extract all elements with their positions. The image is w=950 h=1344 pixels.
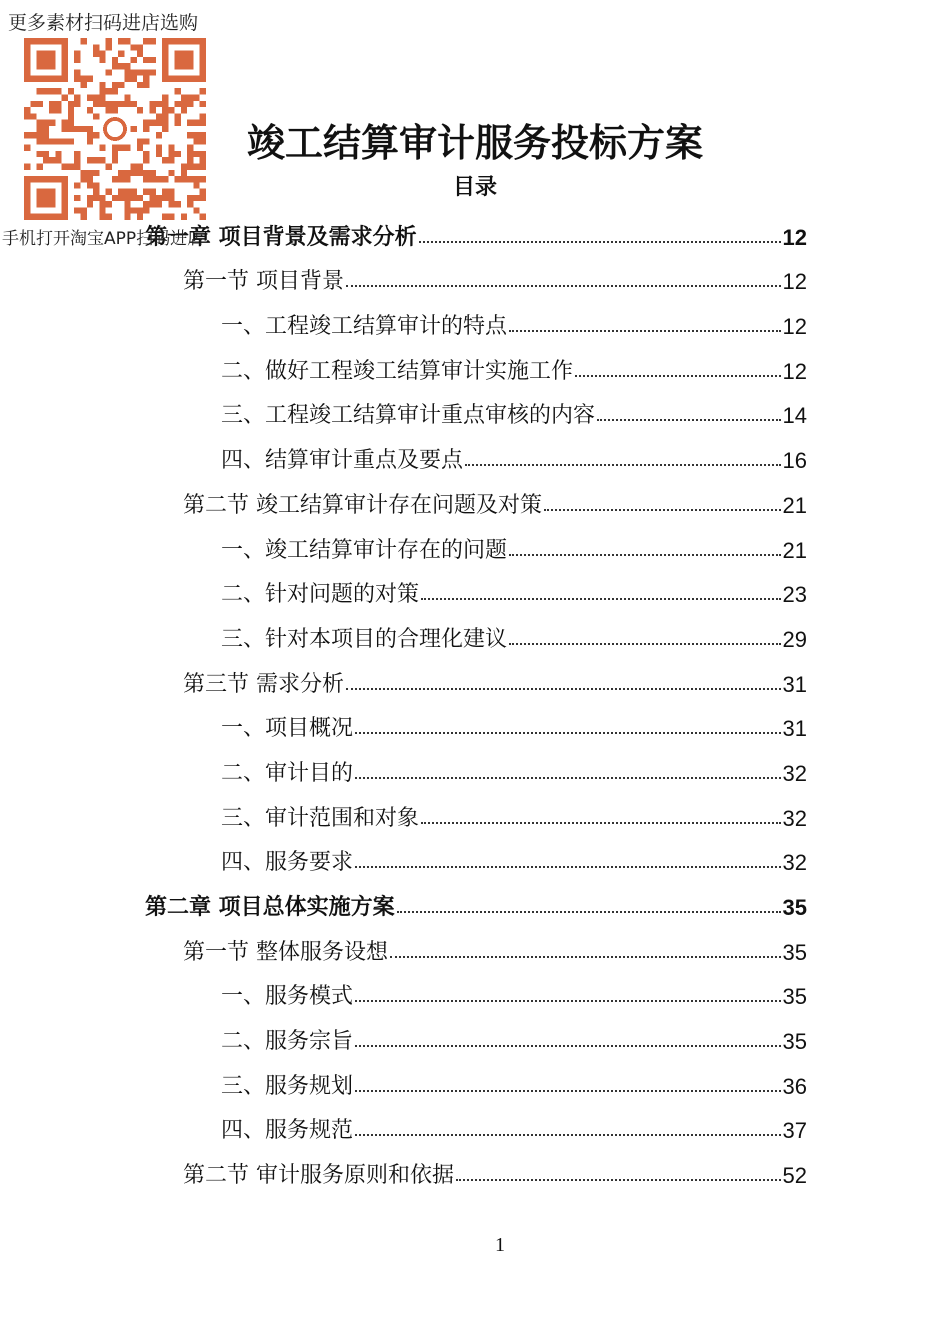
toc-entry-label: 三、服务规划 — [221, 1073, 354, 1099]
toc-entry[interactable] — [145, 921, 807, 966]
toc-entry[interactable] — [145, 876, 807, 921]
toc-entry-page: 52 — [782, 1163, 807, 1189]
toc-entry-label: 第一章 项目背景及需求分析 — [145, 224, 417, 250]
toc-entry-page: 31 — [782, 716, 807, 742]
toc-entry[interactable] — [145, 1100, 807, 1145]
toc-entry-page: 32 — [782, 805, 807, 831]
toc-entry-page: 35 — [782, 939, 807, 965]
toc-entry-label: 三、工程竣工结算审计重点审核的内容 — [221, 403, 596, 429]
promo-bottom-text: 手机打开淘宝APP扫码进店 — [2, 229, 205, 249]
toc-entry-page: 12 — [782, 269, 807, 295]
toc-entry-page: 32 — [782, 760, 807, 786]
toc-leader-dots — [346, 285, 781, 287]
toc-entry[interactable] — [145, 295, 807, 340]
toc-leader-dots — [355, 1134, 781, 1136]
toc-entry-page: 35 — [782, 895, 807, 920]
toc-entry-page: 29 — [782, 626, 807, 652]
toc-entry-page: 21 — [782, 537, 807, 563]
toc-entry-label: 一、服务模式 — [221, 984, 354, 1010]
toc-entry-label: 四、服务要求 — [221, 850, 354, 876]
toc-entry-label: 一、工程竣工结算审计的特点 — [221, 314, 508, 340]
toc-entry-label: 第二节 审计服务原则和依据 — [183, 1163, 454, 1189]
toc-entry-page: 23 — [782, 582, 807, 608]
toc-entry-page: 12 — [782, 314, 807, 340]
toc-entry-page: 35 — [782, 1029, 807, 1055]
toc-entry-label: 第三节 需求分析 — [183, 671, 344, 697]
toc-entry-label: 二、审计目的 — [221, 760, 354, 786]
toc-leader-dots — [509, 643, 781, 645]
toc-entry-page: 12 — [782, 358, 807, 384]
toc-entry[interactable] — [145, 787, 807, 832]
toc-leader-dots — [346, 688, 781, 690]
toc-leader-dots — [421, 822, 781, 824]
toc-entry-label: 一、竣工结算审计存在的问题 — [221, 537, 508, 563]
toc-entry[interactable] — [145, 340, 807, 385]
promo-top-text: 更多素材扫码进店选购 — [8, 12, 199, 34]
document-title — [0, 112, 950, 167]
toc-leader-dots — [355, 732, 781, 734]
toc-entry-page: 16 — [782, 448, 807, 474]
toc-entry-page: 14 — [782, 403, 807, 429]
toc-entry-label: 第二节 竣工结算审计存在问题及对策 — [183, 492, 542, 518]
toc-entry[interactable] — [145, 564, 807, 609]
toc-leader-dots — [419, 241, 781, 243]
toc-leader-dots — [421, 598, 781, 600]
page-number: 1 — [495, 1234, 505, 1256]
toc-leader-dots — [456, 1179, 781, 1181]
toc-entry-label: 二、服务宗旨 — [221, 1029, 354, 1055]
toc-entry-label: 一、项目概况 — [221, 716, 354, 742]
toc-entry-page: 37 — [782, 1118, 807, 1144]
toc-entry-label: 四、服务规范 — [221, 1118, 354, 1144]
toc-leader-dots — [597, 419, 781, 421]
toc-entry[interactable] — [145, 742, 807, 787]
toc-entry[interactable] — [145, 698, 807, 743]
toc-leader-dots — [544, 509, 781, 511]
toc-entry-label: 第一节 整体服务设想 — [183, 939, 388, 965]
toc-entry[interactable] — [145, 206, 807, 251]
toc-entry-page: 31 — [782, 671, 807, 697]
toc-entry-page: 12 — [782, 224, 807, 250]
toc-entry[interactable] — [145, 519, 807, 564]
toc-entry[interactable] — [145, 608, 807, 653]
toc-entry[interactable] — [145, 251, 807, 296]
toc-leader-dots — [509, 330, 781, 332]
toc-entry[interactable] — [145, 1055, 807, 1100]
table-of-contents — [145, 206, 807, 1189]
toc-entry[interactable] — [145, 653, 807, 698]
toc-entry[interactable] — [145, 385, 807, 430]
toc-entry-label: 二、做好工程竣工结算审计实施工作 — [221, 358, 574, 384]
toc-entry-page: 32 — [782, 850, 807, 876]
toc-entry[interactable] — [145, 966, 807, 1011]
toc-leader-dots — [355, 866, 781, 868]
toc-leader-dots — [355, 1000, 781, 1002]
toc-entry[interactable] — [145, 429, 807, 474]
toc-entry-page: 35 — [782, 984, 807, 1010]
document-title-text: 竣工结算审计服务投标方案 — [246, 120, 703, 165]
toc-leader-dots — [465, 464, 781, 466]
toc-entry-label: 第二章 项目总体实施方案 — [145, 895, 395, 920]
toc-entry-label: 第一节 项目背景 — [183, 269, 344, 295]
toc-leader-dots — [390, 956, 781, 958]
toc-entry[interactable] — [145, 832, 807, 877]
toc-leader-dots — [575, 375, 781, 377]
toc-leader-dots — [355, 1090, 781, 1092]
toc-entry-page: 36 — [782, 1073, 807, 1099]
toc-entry-label: 四、结算审计重点及要点 — [221, 448, 464, 474]
toc-leader-dots — [397, 911, 781, 913]
toc-entry-label: 三、审计范围和对象 — [221, 805, 420, 831]
toc-leader-dots — [355, 1045, 781, 1047]
toc-entry[interactable] — [145, 1144, 807, 1189]
toc-entry-page: 21 — [782, 492, 807, 518]
toc-leader-dots — [509, 554, 781, 556]
toc-leader-dots — [355, 777, 781, 779]
toc-entry[interactable] — [145, 1010, 807, 1055]
toc-heading: 目录 — [452, 175, 497, 200]
toc-entry-label: 三、针对本项目的合理化建议 — [221, 626, 508, 652]
toc-entry-label: 二、针对问题的对策 — [221, 582, 420, 608]
toc-entry[interactable] — [145, 474, 807, 519]
